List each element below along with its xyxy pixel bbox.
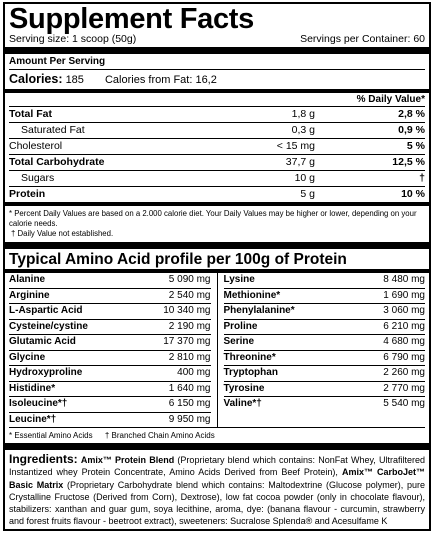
amino-row	[224, 303, 426, 319]
amino-value: 2 190 mg	[168, 320, 211, 332]
amino-row	[9, 303, 211, 319]
calories-value: 185	[65, 74, 84, 86]
nutrient-dv: 0,9 %	[398, 124, 425, 136]
nutrient-name: Total Carbohydrate	[9, 156, 105, 168]
essential-amino-key: * Essential Amino Acids	[9, 431, 93, 440]
amino-row	[9, 412, 211, 428]
amino-value: 2 810 mg	[168, 351, 211, 363]
serving-size: Serving size: 1 scoop (50g)	[9, 33, 137, 45]
divider-thick	[5, 47, 429, 54]
amino-value: 6 210 mg	[383, 320, 425, 332]
nutrient-dv: 5 %	[406, 140, 425, 152]
daily-value-header: % Daily Value*	[356, 94, 425, 105]
nutrient-row	[9, 138, 425, 154]
amino-value: 3 060 mg	[383, 305, 425, 316]
amino-name: Isoleucine*†	[9, 398, 68, 409]
amino-value: 6 790 mg	[383, 351, 425, 363]
amino-name: Methionine*	[223, 289, 281, 301]
nutrient-name: Total Fat	[9, 108, 52, 120]
nutrient-name: Saturated Fat	[21, 124, 85, 136]
amino-row	[224, 381, 426, 397]
nutrient-list	[9, 106, 425, 202]
amino-name: L-Aspartic Acid	[9, 305, 83, 316]
carbo-matrix-text: (Proprietary Carbohydrate blend which contains: Maltodextrine (Glucose polymer), pure Crystalline Fructose (Derived from Corn), Dextrose), low fat cocoa powder (only in chocolate flavour), stabilizers: xanthan and guar gum, soya lecithine, aroma, dye: (banana flavour - curcumin, strawberry and forest fruits flavour - beetroot extract), sweeteners: Sucralose Splenda® and Acesulfame K	[9, 479, 425, 527]
amino-name: Alanine	[9, 274, 46, 285]
divider-thick	[5, 443, 429, 450]
amino-row	[9, 350, 211, 366]
nutrient-row	[9, 122, 425, 138]
amino-value: 5 540 mg	[383, 398, 425, 409]
amino-value: 10 340 mg	[163, 305, 211, 316]
footnote-dagger: † Daily Value not established.	[11, 229, 114, 238]
calories-label: Calories:	[9, 72, 63, 86]
amino-value: 5 090 mg	[168, 274, 211, 285]
amino-value: 1 690 mg	[383, 289, 425, 301]
amino-column-left	[9, 273, 218, 427]
nutrient-amount: 10 g	[294, 172, 315, 184]
nutrient-dv: 10 %	[401, 188, 425, 200]
amino-name: Valine*†	[223, 398, 262, 409]
amino-name: Leucine*†	[9, 413, 57, 425]
supplement-facts-label	[3, 2, 431, 531]
amino-key	[9, 428, 425, 443]
nutrient-amount: 5 g	[300, 188, 315, 200]
amino-value: 4 680 mg	[383, 336, 425, 347]
amino-name: Serine	[223, 336, 255, 347]
nutrient-row	[9, 186, 425, 202]
amino-row	[9, 396, 211, 412]
nutrient-name: Sugars	[21, 172, 55, 184]
amino-row	[9, 288, 211, 304]
daily-value-footnote	[9, 206, 425, 242]
amino-row	[9, 381, 211, 397]
nutrient-row	[9, 170, 425, 186]
divider-thick	[5, 242, 429, 249]
amino-name: Glycine	[9, 351, 46, 363]
amino-value: 6 150 mg	[168, 398, 211, 409]
bcaa-key: † Branched Chain Amino Acids	[104, 431, 215, 440]
amino-row	[224, 334, 426, 350]
amino-value: 2 770 mg	[383, 382, 425, 394]
protein-blend-text: (Proprietary blend which contains: NonFat Whey, Ultrafiltered Instantized whey Protein Concentrate, Amino Acids Derived from Beef Protein),	[9, 455, 425, 478]
amino-value: 2 540 mg	[168, 289, 211, 301]
amino-row	[224, 319, 426, 335]
ingredients-text	[9, 450, 425, 528]
amino-name: Hydroxyproline	[9, 367, 83, 378]
nutrient-amount: 37,7 g	[285, 156, 315, 168]
amino-name: Glutamic Acid	[9, 336, 76, 347]
nutrient-name: Cholesterol	[9, 140, 63, 152]
amino-value: 2 260 mg	[383, 367, 425, 378]
amino-value: 8 480 mg	[383, 274, 425, 285]
protein-blend-name: Amix™ Protein Blend	[80, 455, 175, 465]
amino-row	[224, 273, 426, 288]
nutrient-dv: †	[419, 172, 425, 184]
amino-row	[9, 334, 211, 350]
amino-name: Phenylalanine*	[223, 305, 295, 316]
ingredients-label: Ingredients:	[9, 452, 78, 466]
amino-name: Proline	[223, 320, 258, 332]
amino-name: Arginine	[9, 289, 50, 301]
carbo-matrix-name: Amix™ CarboJet™ Basic Matrix	[9, 467, 426, 490]
nutrient-dv: 2,8 %	[398, 108, 425, 120]
amino-profile-title: Typical Amino Acid profile per 100g of Protein	[9, 251, 347, 268]
amino-name: Threonine*	[223, 351, 276, 363]
amino-row	[224, 365, 426, 381]
amino-row	[224, 288, 426, 304]
amino-name: Histidine*	[9, 382, 56, 394]
amino-row	[224, 350, 426, 366]
amino-name: Tryptophan	[223, 367, 278, 378]
amino-name: Lysine	[223, 274, 255, 285]
amino-value: 1 640 mg	[168, 382, 211, 394]
calories-from-fat: Calories from Fat: 16,2	[104, 74, 217, 86]
amino-row	[9, 319, 211, 335]
amount-per-serving: Amount Per Serving	[9, 56, 106, 67]
amino-column-right	[218, 273, 426, 427]
amino-name: Cysteine/cystine	[9, 320, 88, 332]
nutrient-name: Protein	[9, 188, 46, 200]
amino-name: Tyrosine	[223, 382, 265, 394]
nutrient-dv: 12,5 %	[392, 156, 425, 168]
amino-table	[9, 273, 425, 427]
amino-value: 17 370 mg	[163, 336, 211, 347]
nutrient-row	[9, 106, 425, 122]
servings-per-container: Servings per Container: 60	[300, 33, 425, 45]
amino-row	[9, 365, 211, 381]
amino-row	[9, 273, 211, 288]
nutrient-row	[9, 154, 425, 170]
calories-row	[9, 70, 425, 89]
footnote-percent: * Percent Daily Values are based on a 2.000 calorie diet. Your Daily Values may be higher or lower, depending on your calorie needs.	[9, 209, 417, 228]
label-title: Supplement Facts	[9, 3, 254, 35]
nutrient-amount: 1,8 g	[291, 108, 315, 120]
amino-row	[224, 396, 426, 412]
nutrient-amount: < 15 mg	[276, 140, 315, 152]
amino-value: 400 mg	[177, 367, 211, 378]
nutrient-amount: 0,3 g	[291, 124, 315, 136]
amino-value: 9 950 mg	[168, 413, 211, 425]
